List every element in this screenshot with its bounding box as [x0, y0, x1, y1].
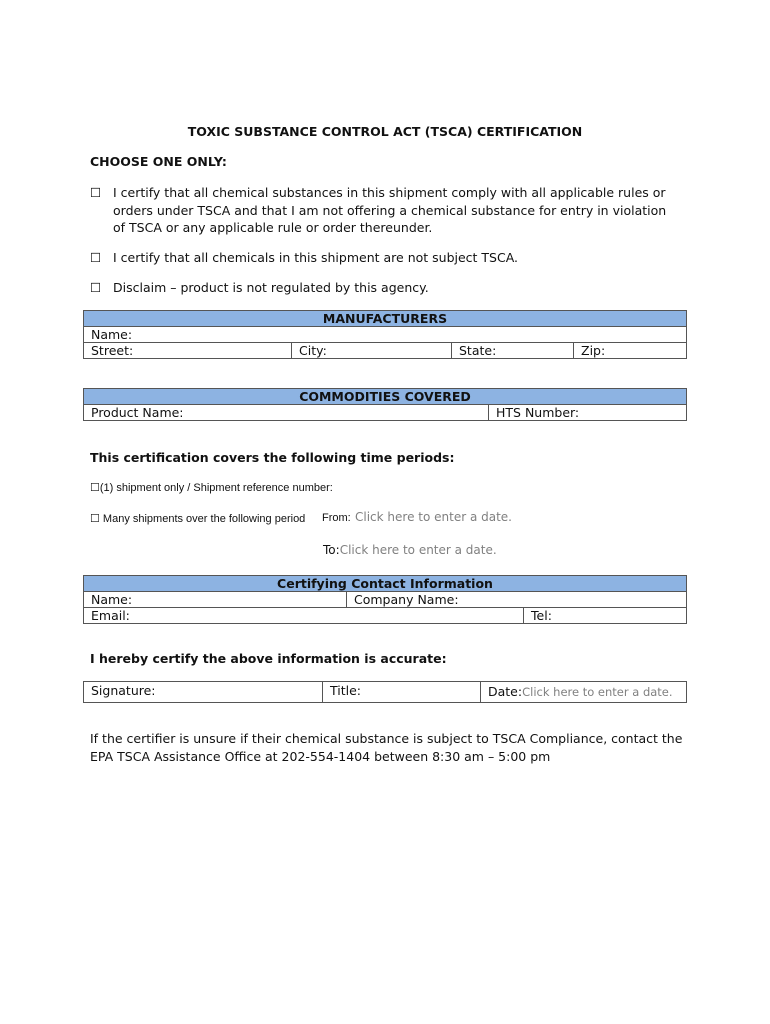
- product-name-field[interactable]: Product Name:: [84, 405, 489, 421]
- commodities-header: COMMODITIES COVERED: [84, 389, 687, 405]
- manufacturer-zip-field[interactable]: Zip:: [574, 343, 687, 359]
- checkbox-not-subject[interactable]: ☐: [90, 250, 102, 265]
- contact-tel-field[interactable]: Tel:: [524, 608, 687, 624]
- from-label: From:: [322, 512, 351, 524]
- from-date-field[interactable]: Click here to enter a date.: [355, 510, 512, 524]
- option-not-subject-text: I certify that all chemicals in this shipment are not subject TSCA.: [113, 250, 519, 265]
- manufacturer-name-field[interactable]: Name:: [84, 327, 687, 343]
- manufacturer-state-field[interactable]: State:: [452, 343, 574, 359]
- many-shipments-option[interactable]: [90, 512, 305, 525]
- signature-field[interactable]: Signature:: [84, 682, 323, 703]
- option-not-subject[interactable]: [90, 249, 678, 267]
- certify-heading: I hereby certify the above information is accurate:: [90, 651, 447, 666]
- manufacturer-street-field[interactable]: Street:: [84, 343, 292, 359]
- commodities-table: [83, 388, 687, 421]
- to-date-row: [323, 543, 497, 557]
- company-name-field[interactable]: Company Name:: [347, 592, 687, 608]
- manufacturers-header: MANUFACTURERS: [84, 311, 687, 327]
- contact-email-field[interactable]: Email:: [84, 608, 524, 624]
- contact-table: [83, 575, 687, 624]
- option-comply-text: I certify that all chemical substances in this shipment comply with all applicable rules or orders under TSCA and that I am not offering a chemical substance for entry in violation of TSCA or any applicable rule or order thereunder.: [113, 185, 667, 235]
- time-periods-heading: This certification covers the following time periods:: [90, 450, 455, 465]
- title-field[interactable]: Title:: [323, 682, 481, 703]
- to-date-field[interactable]: Click here to enter a date.: [339, 543, 497, 557]
- footer-note: If the certifier is unsure if their chemical substance is subject to TSCA Compliance, contact the EPA TSCA Assistance Office at 202-554-1404 between 8:30 am – 5:00 pm: [90, 731, 683, 764]
- date-field[interactable]: [481, 682, 687, 703]
- contact-header: Certifying Contact Information: [84, 576, 687, 592]
- signature-table: [83, 681, 687, 703]
- date-label: Date:: [488, 684, 523, 699]
- manufacturer-city-field[interactable]: City:: [292, 343, 452, 359]
- option-comply[interactable]: [90, 184, 678, 237]
- checkbox-comply[interactable]: ☐: [90, 185, 102, 200]
- to-label: To:: [323, 543, 340, 557]
- option-disclaim-text: Disclaim – product is not regulated by this agency.: [113, 280, 429, 295]
- choose-one-label: CHOOSE ONE ONLY:: [90, 154, 227, 169]
- checkbox-disclaim[interactable]: ☐: [90, 280, 102, 295]
- hts-number-field[interactable]: HTS Number:: [489, 405, 687, 421]
- document-title: TOXIC SUBSTANCE CONTROL ACT (TSCA) CERTIFICATION: [187, 124, 583, 139]
- date-placeholder[interactable]: Click here to enter a date.: [522, 685, 673, 699]
- many-shipments-label: ☐ Many shipments over the following period: [90, 513, 306, 525]
- single-shipment-option[interactable]: ☐(1) shipment only / Shipment reference number:: [90, 482, 333, 494]
- contact-name-field[interactable]: Name:: [84, 592, 347, 608]
- option-disclaim[interactable]: [90, 279, 678, 297]
- manufacturers-table: [83, 310, 687, 359]
